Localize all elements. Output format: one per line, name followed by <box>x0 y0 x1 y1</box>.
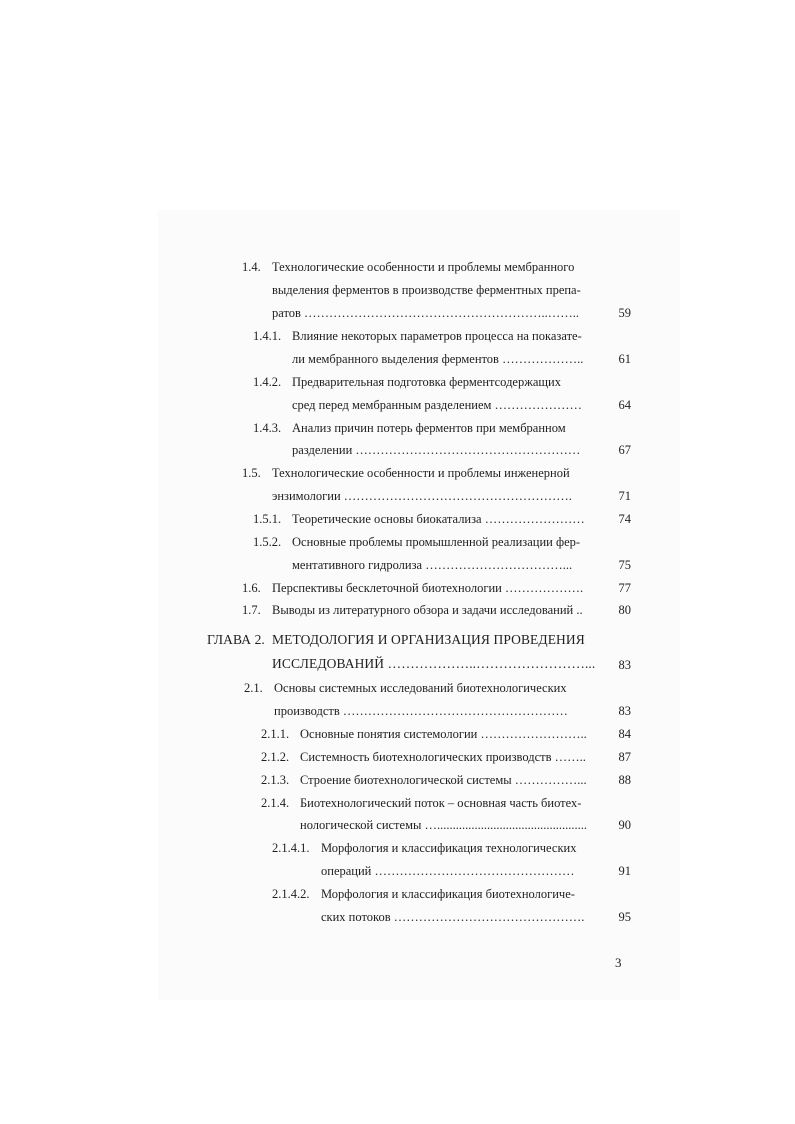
toc-entry-page: 74 <box>618 512 631 526</box>
toc-entry-number: 1.4.1. <box>253 329 282 343</box>
toc-entry-title-line: ментативного гидролиза ……………………………... <box>292 558 573 572</box>
toc-entry-number: 1.7. <box>242 603 261 617</box>
toc-entry-page: 87 <box>618 750 631 764</box>
toc-entry-title-line: Анализ причин потерь ферментов при мембранном <box>292 421 566 435</box>
page-number: 3 <box>615 955 622 970</box>
toc-entry-page: 71 <box>618 489 631 503</box>
toc-entry-title-line: Строение биотехнологической системы ……………... <box>300 773 587 787</box>
toc-entry-page: 90 <box>618 818 631 832</box>
toc-chapter-number: ГЛАВА 2. <box>207 632 265 647</box>
toc-entry-page: 67 <box>618 443 631 457</box>
toc-entry-page: 95 <box>618 910 631 924</box>
toc-entry-title-line: Морфология и классификация технологических <box>321 841 577 855</box>
toc-entry-title-line: нологической системы …................................................ <box>300 818 588 832</box>
toc-entry-number: 2.1. <box>244 681 263 695</box>
toc-entry-title-line: разделении ……………………………………………… <box>292 443 581 457</box>
toc-entry-title-line: ских потоков ………………………………………. <box>321 910 585 924</box>
toc-entry-page: 64 <box>618 398 631 412</box>
toc-entry-title-line: Влияние некоторых параметров процесса на показате- <box>292 329 582 343</box>
toc-entry-number: 2.1.2. <box>261 750 290 764</box>
toc-entry-number: 1.5.1. <box>253 512 282 526</box>
toc-entry-title-line: ли мембранного выделения ферментов ……………….. <box>292 352 584 366</box>
toc-entry-number: 1.4.2. <box>253 375 282 389</box>
toc-entry-number: 2.1.4.1. <box>272 841 310 855</box>
toc-entry-title-line: ратов …………………………………………………..…….. <box>272 306 580 320</box>
toc-entry-page: 61 <box>618 352 631 366</box>
toc-entry-title-line: Основные понятия системологии …………………….. <box>300 727 587 741</box>
toc-entry-title-line: Биотехнологический поток – основная часть биотех- <box>300 796 582 810</box>
toc-entry-page: 83 <box>618 704 631 718</box>
toc-entry-page: 84 <box>618 727 631 741</box>
toc-entry-title-line: Основные проблемы промышленной реализации фер- <box>292 535 581 549</box>
toc-entry-title-line: производств ……………………………………………… <box>274 704 568 718</box>
toc-entry-number: 2.1.4. <box>261 796 290 810</box>
toc-entry-title-line: Теоретические основы биокатализа …………………… <box>292 512 585 526</box>
toc-entry-title-line: Технологические особенности и проблемы инженерной <box>272 466 570 480</box>
toc-entry-number: 1.5.2. <box>253 535 282 549</box>
toc-entry-title-line: Предварительная подготовка ферментсодержащих <box>292 375 561 389</box>
toc-entry-number: 2.1.4.2. <box>272 887 310 901</box>
toc-entry-number: 1.5. <box>242 466 261 480</box>
toc-entry-page: 83 <box>618 658 631 672</box>
toc-entry-title-line: сред перед мембранным разделением ………………… <box>292 398 583 412</box>
toc-entry-title-line: Технологические особенности и проблемы мембранного <box>272 260 575 274</box>
toc-entry-number: 1.4. <box>242 260 261 274</box>
toc-entry-page: 88 <box>618 773 631 787</box>
toc-entry-title-line: Морфология и классификация биотехнологиче- <box>321 887 575 901</box>
toc-entry-title-line: выделения ферментов в производстве ферментных препа- <box>272 283 581 297</box>
toc-entry-number: 2.1.3. <box>261 773 290 787</box>
toc-entry-page: 80 <box>618 603 631 617</box>
toc-entry-page: 91 <box>618 864 631 878</box>
toc-entry-number: 2.1.1. <box>261 727 290 741</box>
toc-entry-number: 1.6. <box>242 581 261 595</box>
toc-entry-title-line: операций ………………………………………… <box>321 864 575 878</box>
toc-entry-title-line: Перспективы бесклеточной биотехнологии ………………. <box>272 581 584 595</box>
toc-entry-number: 1.4.3. <box>253 421 282 435</box>
toc-entry-title-line: Основы системных исследований биотехнологических <box>274 681 567 695</box>
toc-entry-title-line: Выводы из литературного обзора и задачи исследований .. <box>272 603 583 617</box>
toc-entry-title-line: энзимологии ………………………………………………. <box>272 489 572 503</box>
toc-entry-title-line: Системность биотехнологических производств …….. <box>300 750 586 764</box>
toc-entry-page: 75 <box>618 558 631 572</box>
toc-entry-page: 77 <box>618 581 631 595</box>
toc-entry-page: 59 <box>618 306 631 320</box>
toc-entry-title-line: ИССЛЕДОВАНИЙ ………………..……………………... <box>272 656 596 671</box>
toc-entry-title-line: МЕТОДОЛОГИЯ И ОРГАНИЗАЦИЯ ПРОВЕДЕНИЯ <box>272 632 585 647</box>
